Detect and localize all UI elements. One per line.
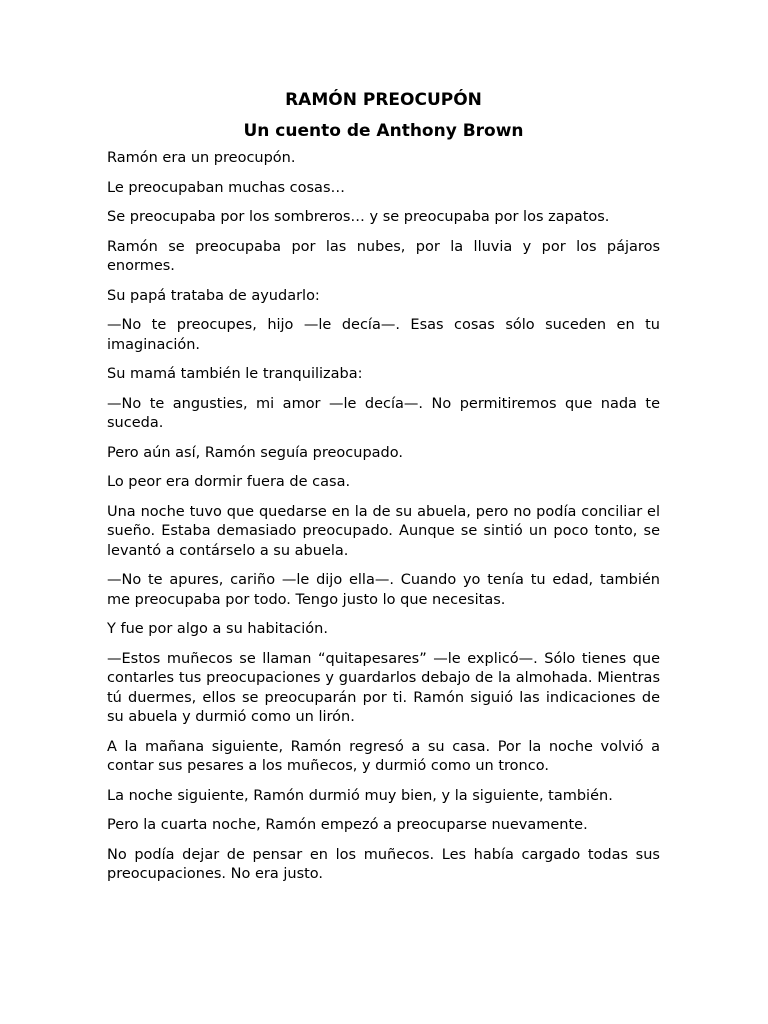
document-page — [107, 88, 660, 895]
paragraph: Una noche tuvo que quedarse en la de su abuela, pero no podía conciliar el sueño. Estaba demasiado preocupado. Aunque se sintió un poco tonto, se levantó a contárselo a su abuela. — [107, 503, 660, 559]
paragraph: Ramón se preocupaba por las nubes, por la lluvia y por los pájaros enormes. — [107, 238, 660, 274]
paragraph: Lo peor era dormir fuera de casa. — [107, 474, 351, 490]
paragraph: Se preocupaba por los sombreros… y se preocupaba por los zapatos. — [107, 209, 610, 225]
paragraph: No podía dejar de pensar en los muñecos. Les había cargado todas sus preocupaciones. No era justo. — [107, 846, 660, 882]
document-title: RAMÓN PREOCUPÓN — [285, 90, 482, 110]
paragraph: —No te apures, cariño —le dijo ella—. Cuando yo tenía tu edad, también me preocupaba por todo. Tengo justo lo que necesitas. — [107, 572, 660, 608]
story-body — [107, 149, 660, 885]
paragraph: Le preocupaban muchas cosas… — [107, 179, 345, 196]
paragraph: A la mañana siguiente, Ramón regresó a su casa. Por la noche volvió a contar sus pesares a los muñecos, y durmió como un tronco. — [107, 738, 660, 774]
paragraph: Su papá trataba de ayudarlo: — [107, 287, 320, 304]
document-subtitle: Un cuento de Anthony Brown — [243, 121, 524, 141]
paragraph: Y fue por algo a su habitación. — [107, 621, 328, 637]
paragraph: Ramón era un preocupón. — [107, 150, 296, 166]
paragraph: —Estos muñecos se llaman “quitapesares” —le explicó—. Sólo tienes que contarles tus preocupaciones y guardarlos debajo de la almohada. Mientras tú duermes, ellos se preocuparán por ti. Ramón siguió las indicaciones de su abuela y durmió como un lirón. — [107, 650, 660, 725]
paragraph: —No te angusties, mi amor —le decía—. No permitiremos que nada te suceda. — [107, 395, 660, 431]
paragraph: La noche siguiente, Ramón durmió muy bien, y la siguiente, también. — [107, 787, 613, 804]
paragraph: Pero aún así, Ramón seguía preocupado. — [107, 444, 403, 461]
paragraph: —No te preocupes, hijo —le decía—. Esas cosas sólo suceden en tu imaginación. — [107, 317, 660, 353]
paragraph: Su mamá también le tranquilizaba: — [107, 366, 363, 382]
paragraph: Pero la cuarta noche, Ramón empezó a preocuparse nuevamente. — [107, 817, 588, 833]
